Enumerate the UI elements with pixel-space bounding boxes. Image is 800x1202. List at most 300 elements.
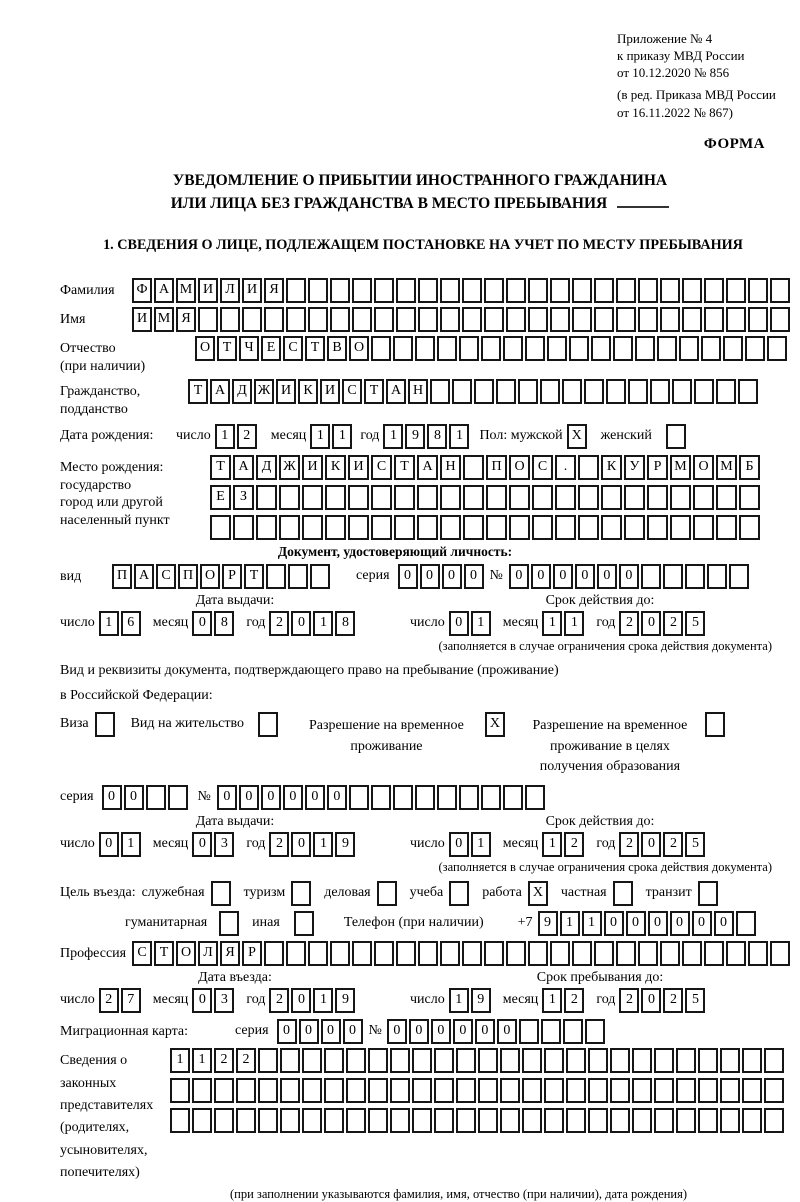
char-cell[interactable] (459, 785, 479, 810)
char-cell[interactable] (348, 485, 369, 510)
char-cell[interactable] (503, 785, 523, 810)
char-cell[interactable] (236, 1078, 256, 1103)
char-cell[interactable] (302, 515, 323, 540)
char-cell[interactable] (486, 515, 507, 540)
char-cell[interactable] (462, 307, 482, 332)
char-cell[interactable]: 0 (464, 564, 484, 589)
char-cell[interactable] (242, 307, 262, 332)
char-cell[interactable]: 0 (641, 832, 661, 857)
char-cell[interactable] (302, 1048, 322, 1073)
char-cell[interactable]: X (567, 424, 587, 449)
char-cell[interactable] (506, 278, 526, 303)
char-cell[interactable]: 0 (299, 1019, 319, 1044)
char-cell[interactable] (572, 941, 592, 966)
char-cell[interactable] (368, 1108, 388, 1133)
char-cell[interactable] (654, 1048, 674, 1073)
char-cell[interactable] (352, 278, 372, 303)
char-cell[interactable]: 0 (321, 1019, 341, 1044)
char-cell[interactable]: 1 (170, 1048, 190, 1073)
char-cell[interactable] (346, 1108, 366, 1133)
char-cell[interactable] (478, 1108, 498, 1133)
char-cell[interactable] (522, 1048, 542, 1073)
char-cell[interactable] (693, 515, 714, 540)
char-cell[interactable] (302, 485, 323, 510)
char-cell[interactable]: 0 (277, 1019, 297, 1044)
char-cell[interactable] (256, 485, 277, 510)
char-cell[interactable] (434, 1108, 454, 1133)
char-cell[interactable] (396, 278, 416, 303)
char-cell[interactable] (374, 307, 394, 332)
char-cell[interactable] (478, 1078, 498, 1103)
char-cell[interactable] (346, 1048, 366, 1073)
char-cell[interactable] (440, 941, 460, 966)
char-cell[interactable] (641, 564, 661, 589)
char-cell[interactable] (698, 1108, 718, 1133)
char-cell[interactable] (280, 1078, 300, 1103)
char-cell[interactable]: А (134, 564, 154, 589)
char-cell[interactable]: 0 (398, 564, 418, 589)
char-cell[interactable] (430, 379, 450, 404)
char-cell[interactable] (349, 785, 369, 810)
char-cell[interactable] (528, 278, 548, 303)
char-cell[interactable] (258, 1108, 278, 1133)
char-cell[interactable] (390, 1048, 410, 1073)
char-cell[interactable] (572, 307, 592, 332)
char-cell[interactable] (647, 515, 668, 540)
char-cell[interactable] (704, 941, 724, 966)
char-cell[interactable] (302, 1078, 322, 1103)
char-cell[interactable] (352, 307, 372, 332)
char-cell[interactable] (616, 278, 636, 303)
char-cell[interactable] (509, 515, 530, 540)
char-cell[interactable] (288, 564, 308, 589)
char-cell[interactable] (528, 307, 548, 332)
char-cell[interactable] (701, 336, 721, 361)
char-cell[interactable] (594, 941, 614, 966)
char-cell[interactable]: 0 (343, 1019, 363, 1044)
sex-female-checkbox[interactable] (666, 424, 688, 449)
char-cell[interactable] (394, 515, 415, 540)
char-cell[interactable]: А (154, 278, 174, 303)
char-cell[interactable]: К (325, 455, 346, 480)
char-cell[interactable] (638, 278, 658, 303)
char-cell[interactable] (679, 336, 699, 361)
char-cell[interactable] (214, 1108, 234, 1133)
char-cell[interactable] (374, 941, 394, 966)
char-cell[interactable] (654, 1078, 674, 1103)
char-cell[interactable] (509, 485, 530, 510)
char-cell[interactable] (368, 1048, 388, 1073)
char-cell[interactable]: 1 (542, 832, 562, 857)
char-cell[interactable] (666, 424, 686, 449)
char-cell[interactable] (578, 515, 599, 540)
char-cell[interactable] (660, 278, 680, 303)
char-cell[interactable]: Е (261, 336, 281, 361)
char-cell[interactable]: 0 (327, 785, 347, 810)
char-cell[interactable] (532, 515, 553, 540)
char-cell[interactable] (294, 911, 314, 936)
char-cell[interactable] (220, 307, 240, 332)
char-cell[interactable] (418, 941, 438, 966)
char-cell[interactable] (219, 911, 239, 936)
char-cell[interactable] (192, 1078, 212, 1103)
char-cell[interactable]: П (112, 564, 132, 589)
char-cell[interactable] (588, 1078, 608, 1103)
char-cell[interactable] (258, 1048, 278, 1073)
char-cell[interactable]: 8 (214, 611, 234, 636)
char-cell[interactable]: 0 (442, 564, 462, 589)
char-cell[interactable] (371, 485, 392, 510)
char-cell[interactable] (716, 515, 737, 540)
char-cell[interactable] (685, 564, 705, 589)
char-cell[interactable]: У (624, 455, 645, 480)
purpose-inaya-checkbox[interactable] (294, 911, 316, 936)
char-cell[interactable] (550, 307, 570, 332)
char-cell[interactable]: 1 (449, 424, 469, 449)
char-cell[interactable]: 1 (383, 424, 403, 449)
char-cell[interactable]: Ч (239, 336, 259, 361)
char-cell[interactable] (198, 307, 218, 332)
char-cell[interactable]: Т (188, 379, 208, 404)
char-cell[interactable]: 1 (471, 611, 491, 636)
char-cell[interactable]: 1 (564, 611, 584, 636)
char-cell[interactable] (417, 515, 438, 540)
char-cell[interactable] (742, 1108, 762, 1133)
char-cell[interactable]: Н (408, 379, 428, 404)
char-cell[interactable] (694, 379, 714, 404)
char-cell[interactable] (500, 1048, 520, 1073)
char-cell[interactable] (463, 485, 484, 510)
char-cell[interactable] (726, 278, 746, 303)
char-cell[interactable] (544, 1078, 564, 1103)
char-cell[interactable]: З (233, 485, 254, 510)
purpose-tranzit-checkbox[interactable] (698, 881, 720, 906)
char-cell[interactable]: 0 (497, 1019, 517, 1044)
char-cell[interactable] (550, 278, 570, 303)
char-cell[interactable] (704, 307, 724, 332)
char-cell[interactable] (682, 278, 702, 303)
char-cell[interactable]: Т (305, 336, 325, 361)
char-cell[interactable] (578, 455, 599, 480)
char-cell[interactable] (484, 941, 504, 966)
char-cell[interactable] (562, 379, 582, 404)
char-cell[interactable] (192, 1108, 212, 1133)
char-cell[interactable] (682, 307, 702, 332)
char-cell[interactable]: 0 (648, 911, 668, 936)
char-cell[interactable] (415, 336, 435, 361)
char-cell[interactable]: 1 (313, 832, 333, 857)
char-cell[interactable]: 8 (335, 611, 355, 636)
char-cell[interactable]: 3 (214, 832, 234, 857)
char-cell[interactable]: С (342, 379, 362, 404)
char-cell[interactable] (462, 278, 482, 303)
char-cell[interactable] (437, 336, 457, 361)
char-cell[interactable] (434, 1078, 454, 1103)
char-cell[interactable] (572, 278, 592, 303)
char-cell[interactable] (770, 941, 790, 966)
char-cell[interactable] (418, 278, 438, 303)
char-cell[interactable] (506, 941, 526, 966)
char-cell[interactable]: 2 (269, 988, 289, 1013)
char-cell[interactable] (726, 307, 746, 332)
char-cell[interactable]: Т (394, 455, 415, 480)
purpose-rabota-checkbox[interactable] (528, 881, 550, 906)
char-cell[interactable] (371, 336, 391, 361)
char-cell[interactable] (434, 1048, 454, 1073)
char-cell[interactable] (456, 1048, 476, 1073)
char-cell[interactable] (566, 1108, 586, 1133)
char-cell[interactable]: 0 (291, 832, 311, 857)
char-cell[interactable]: 8 (427, 424, 447, 449)
char-cell[interactable]: . (555, 455, 576, 480)
char-cell[interactable] (374, 278, 394, 303)
char-cell[interactable] (578, 485, 599, 510)
char-cell[interactable] (346, 1078, 366, 1103)
char-cell[interactable]: Д (256, 455, 277, 480)
char-cell[interactable]: А (210, 379, 230, 404)
char-cell[interactable] (264, 941, 284, 966)
char-cell[interactable]: 1 (582, 911, 602, 936)
char-cell[interactable]: М (154, 307, 174, 332)
char-cell[interactable]: 2 (619, 611, 639, 636)
char-cell[interactable] (698, 881, 718, 906)
char-cell[interactable]: П (486, 455, 507, 480)
char-cell[interactable] (610, 1048, 630, 1073)
char-cell[interactable] (474, 379, 494, 404)
char-cell[interactable] (324, 1048, 344, 1073)
rvp-education-checkbox[interactable] (705, 712, 727, 737)
char-cell[interactable] (638, 941, 658, 966)
char-cell[interactable] (736, 911, 756, 936)
char-cell[interactable]: И (302, 455, 323, 480)
char-cell[interactable] (506, 307, 526, 332)
char-cell[interactable] (748, 941, 768, 966)
char-cell[interactable] (660, 941, 680, 966)
char-cell[interactable]: И (276, 379, 296, 404)
char-cell[interactable] (647, 485, 668, 510)
char-cell[interactable] (500, 1108, 520, 1133)
char-cell[interactable] (310, 564, 330, 589)
char-cell[interactable] (168, 785, 188, 810)
char-cell[interactable]: 0 (387, 1019, 407, 1044)
char-cell[interactable]: 1 (313, 611, 333, 636)
char-cell[interactable] (739, 515, 760, 540)
char-cell[interactable] (330, 941, 350, 966)
vnzh-checkbox[interactable] (258, 712, 280, 737)
char-cell[interactable] (280, 1048, 300, 1073)
char-cell[interactable] (266, 564, 286, 589)
char-cell[interactable] (95, 712, 115, 737)
char-cell[interactable] (417, 485, 438, 510)
char-cell[interactable]: 0 (420, 564, 440, 589)
char-cell[interactable]: М (670, 455, 691, 480)
char-cell[interactable] (412, 1108, 432, 1133)
purpose-sluzhebnaya-checkbox[interactable] (211, 881, 233, 906)
char-cell[interactable] (738, 379, 758, 404)
char-cell[interactable] (348, 515, 369, 540)
char-cell[interactable]: 0 (619, 564, 639, 589)
char-cell[interactable]: И (320, 379, 340, 404)
char-cell[interactable] (541, 1019, 561, 1044)
char-cell[interactable]: А (386, 379, 406, 404)
char-cell[interactable] (742, 1078, 762, 1103)
char-cell[interactable] (716, 379, 736, 404)
char-cell[interactable] (440, 307, 460, 332)
char-cell[interactable]: 9 (405, 424, 425, 449)
char-cell[interactable] (456, 1108, 476, 1133)
char-cell[interactable]: О (200, 564, 220, 589)
char-cell[interactable] (672, 379, 692, 404)
char-cell[interactable] (330, 278, 350, 303)
char-cell[interactable]: 1 (471, 832, 491, 857)
char-cell[interactable] (745, 336, 765, 361)
char-cell[interactable]: С (156, 564, 176, 589)
char-cell[interactable] (739, 485, 760, 510)
char-cell[interactable] (456, 1078, 476, 1103)
char-cell[interactable] (563, 1019, 583, 1044)
char-cell[interactable] (770, 307, 790, 332)
char-cell[interactable] (352, 941, 372, 966)
char-cell[interactable] (610, 1078, 630, 1103)
char-cell[interactable]: 0 (553, 564, 573, 589)
char-cell[interactable]: Т (210, 455, 231, 480)
char-cell[interactable] (258, 1078, 278, 1103)
char-cell[interactable] (632, 1108, 652, 1133)
char-cell[interactable] (522, 1108, 542, 1133)
char-cell[interactable] (693, 485, 714, 510)
char-cell[interactable] (459, 336, 479, 361)
char-cell[interactable]: А (417, 455, 438, 480)
char-cell[interactable]: 0 (124, 785, 144, 810)
char-cell[interactable]: 2 (99, 988, 119, 1013)
char-cell[interactable] (308, 278, 328, 303)
char-cell[interactable]: М (716, 455, 737, 480)
char-cell[interactable] (704, 278, 724, 303)
char-cell[interactable] (613, 881, 633, 906)
char-cell[interactable]: 2 (663, 832, 683, 857)
char-cell[interactable] (628, 379, 648, 404)
char-cell[interactable]: 0 (305, 785, 325, 810)
char-cell[interactable]: 5 (685, 611, 705, 636)
char-cell[interactable] (748, 278, 768, 303)
char-cell[interactable]: 6 (121, 611, 141, 636)
char-cell[interactable]: 0 (597, 564, 617, 589)
char-cell[interactable]: О (349, 336, 369, 361)
char-cell[interactable] (412, 1048, 432, 1073)
char-cell[interactable] (396, 307, 416, 332)
char-cell[interactable] (377, 881, 397, 906)
char-cell[interactable]: 0 (626, 911, 646, 936)
char-cell[interactable] (764, 1108, 784, 1133)
char-cell[interactable]: И (132, 307, 152, 332)
char-cell[interactable]: 2 (663, 611, 683, 636)
char-cell[interactable] (729, 564, 749, 589)
char-cell[interactable] (440, 278, 460, 303)
char-cell[interactable] (440, 515, 461, 540)
char-cell[interactable] (286, 278, 306, 303)
char-cell[interactable]: 1 (310, 424, 330, 449)
char-cell[interactable]: 1 (449, 988, 469, 1013)
char-cell[interactable] (393, 785, 413, 810)
char-cell[interactable]: 0 (449, 611, 469, 636)
char-cell[interactable] (449, 881, 469, 906)
char-cell[interactable]: Ф (132, 278, 152, 303)
char-cell[interactable] (555, 485, 576, 510)
char-cell[interactable] (146, 785, 166, 810)
purpose-ucheba-checkbox[interactable] (449, 881, 471, 906)
char-cell[interactable] (613, 336, 633, 361)
char-cell[interactable]: 9 (538, 911, 558, 936)
char-cell[interactable] (256, 515, 277, 540)
purpose-chastnaya-checkbox[interactable] (613, 881, 635, 906)
char-cell[interactable] (324, 1108, 344, 1133)
char-cell[interactable] (547, 336, 567, 361)
char-cell[interactable] (484, 278, 504, 303)
char-cell[interactable] (585, 1019, 605, 1044)
char-cell[interactable]: Т (244, 564, 264, 589)
char-cell[interactable] (550, 941, 570, 966)
char-cell[interactable] (264, 307, 284, 332)
char-cell[interactable]: С (132, 941, 152, 966)
char-cell[interactable]: С (532, 455, 553, 480)
char-cell[interactable] (211, 881, 231, 906)
char-cell[interactable]: 1 (542, 988, 562, 1013)
char-cell[interactable] (544, 1108, 564, 1133)
char-cell[interactable] (650, 379, 670, 404)
char-cell[interactable] (720, 1078, 740, 1103)
char-cell[interactable] (726, 941, 746, 966)
char-cell[interactable] (236, 1108, 256, 1133)
char-cell[interactable] (463, 515, 484, 540)
char-cell[interactable] (588, 1108, 608, 1133)
char-cell[interactable] (390, 1078, 410, 1103)
char-cell[interactable]: Р (647, 455, 668, 480)
char-cell[interactable] (325, 485, 346, 510)
char-cell[interactable] (415, 785, 435, 810)
char-cell[interactable] (330, 307, 350, 332)
char-cell[interactable] (291, 881, 311, 906)
char-cell[interactable] (525, 785, 545, 810)
char-cell[interactable] (723, 336, 743, 361)
char-cell[interactable] (698, 1078, 718, 1103)
char-cell[interactable]: М (176, 278, 196, 303)
char-cell[interactable] (654, 1108, 674, 1133)
char-cell[interactable]: 1 (542, 611, 562, 636)
char-cell[interactable] (302, 1108, 322, 1133)
char-cell[interactable] (437, 785, 457, 810)
char-cell[interactable] (210, 515, 231, 540)
char-cell[interactable]: 5 (685, 988, 705, 1013)
char-cell[interactable] (610, 1108, 630, 1133)
char-cell[interactable]: 1 (99, 611, 119, 636)
char-cell[interactable] (606, 379, 626, 404)
char-cell[interactable] (371, 515, 392, 540)
purpose-gumanitarnaya-checkbox[interactable] (219, 911, 241, 936)
char-cell[interactable] (544, 1048, 564, 1073)
char-cell[interactable] (214, 1078, 234, 1103)
char-cell[interactable] (518, 379, 538, 404)
char-cell[interactable]: И (198, 278, 218, 303)
char-cell[interactable] (616, 941, 636, 966)
char-cell[interactable]: А (233, 455, 254, 480)
char-cell[interactable]: 0 (449, 832, 469, 857)
char-cell[interactable]: В (327, 336, 347, 361)
char-cell[interactable]: Н (440, 455, 461, 480)
char-cell[interactable]: 2 (564, 832, 584, 857)
char-cell[interactable]: 0 (641, 611, 661, 636)
char-cell[interactable] (770, 278, 790, 303)
char-cell[interactable]: 0 (192, 988, 212, 1013)
